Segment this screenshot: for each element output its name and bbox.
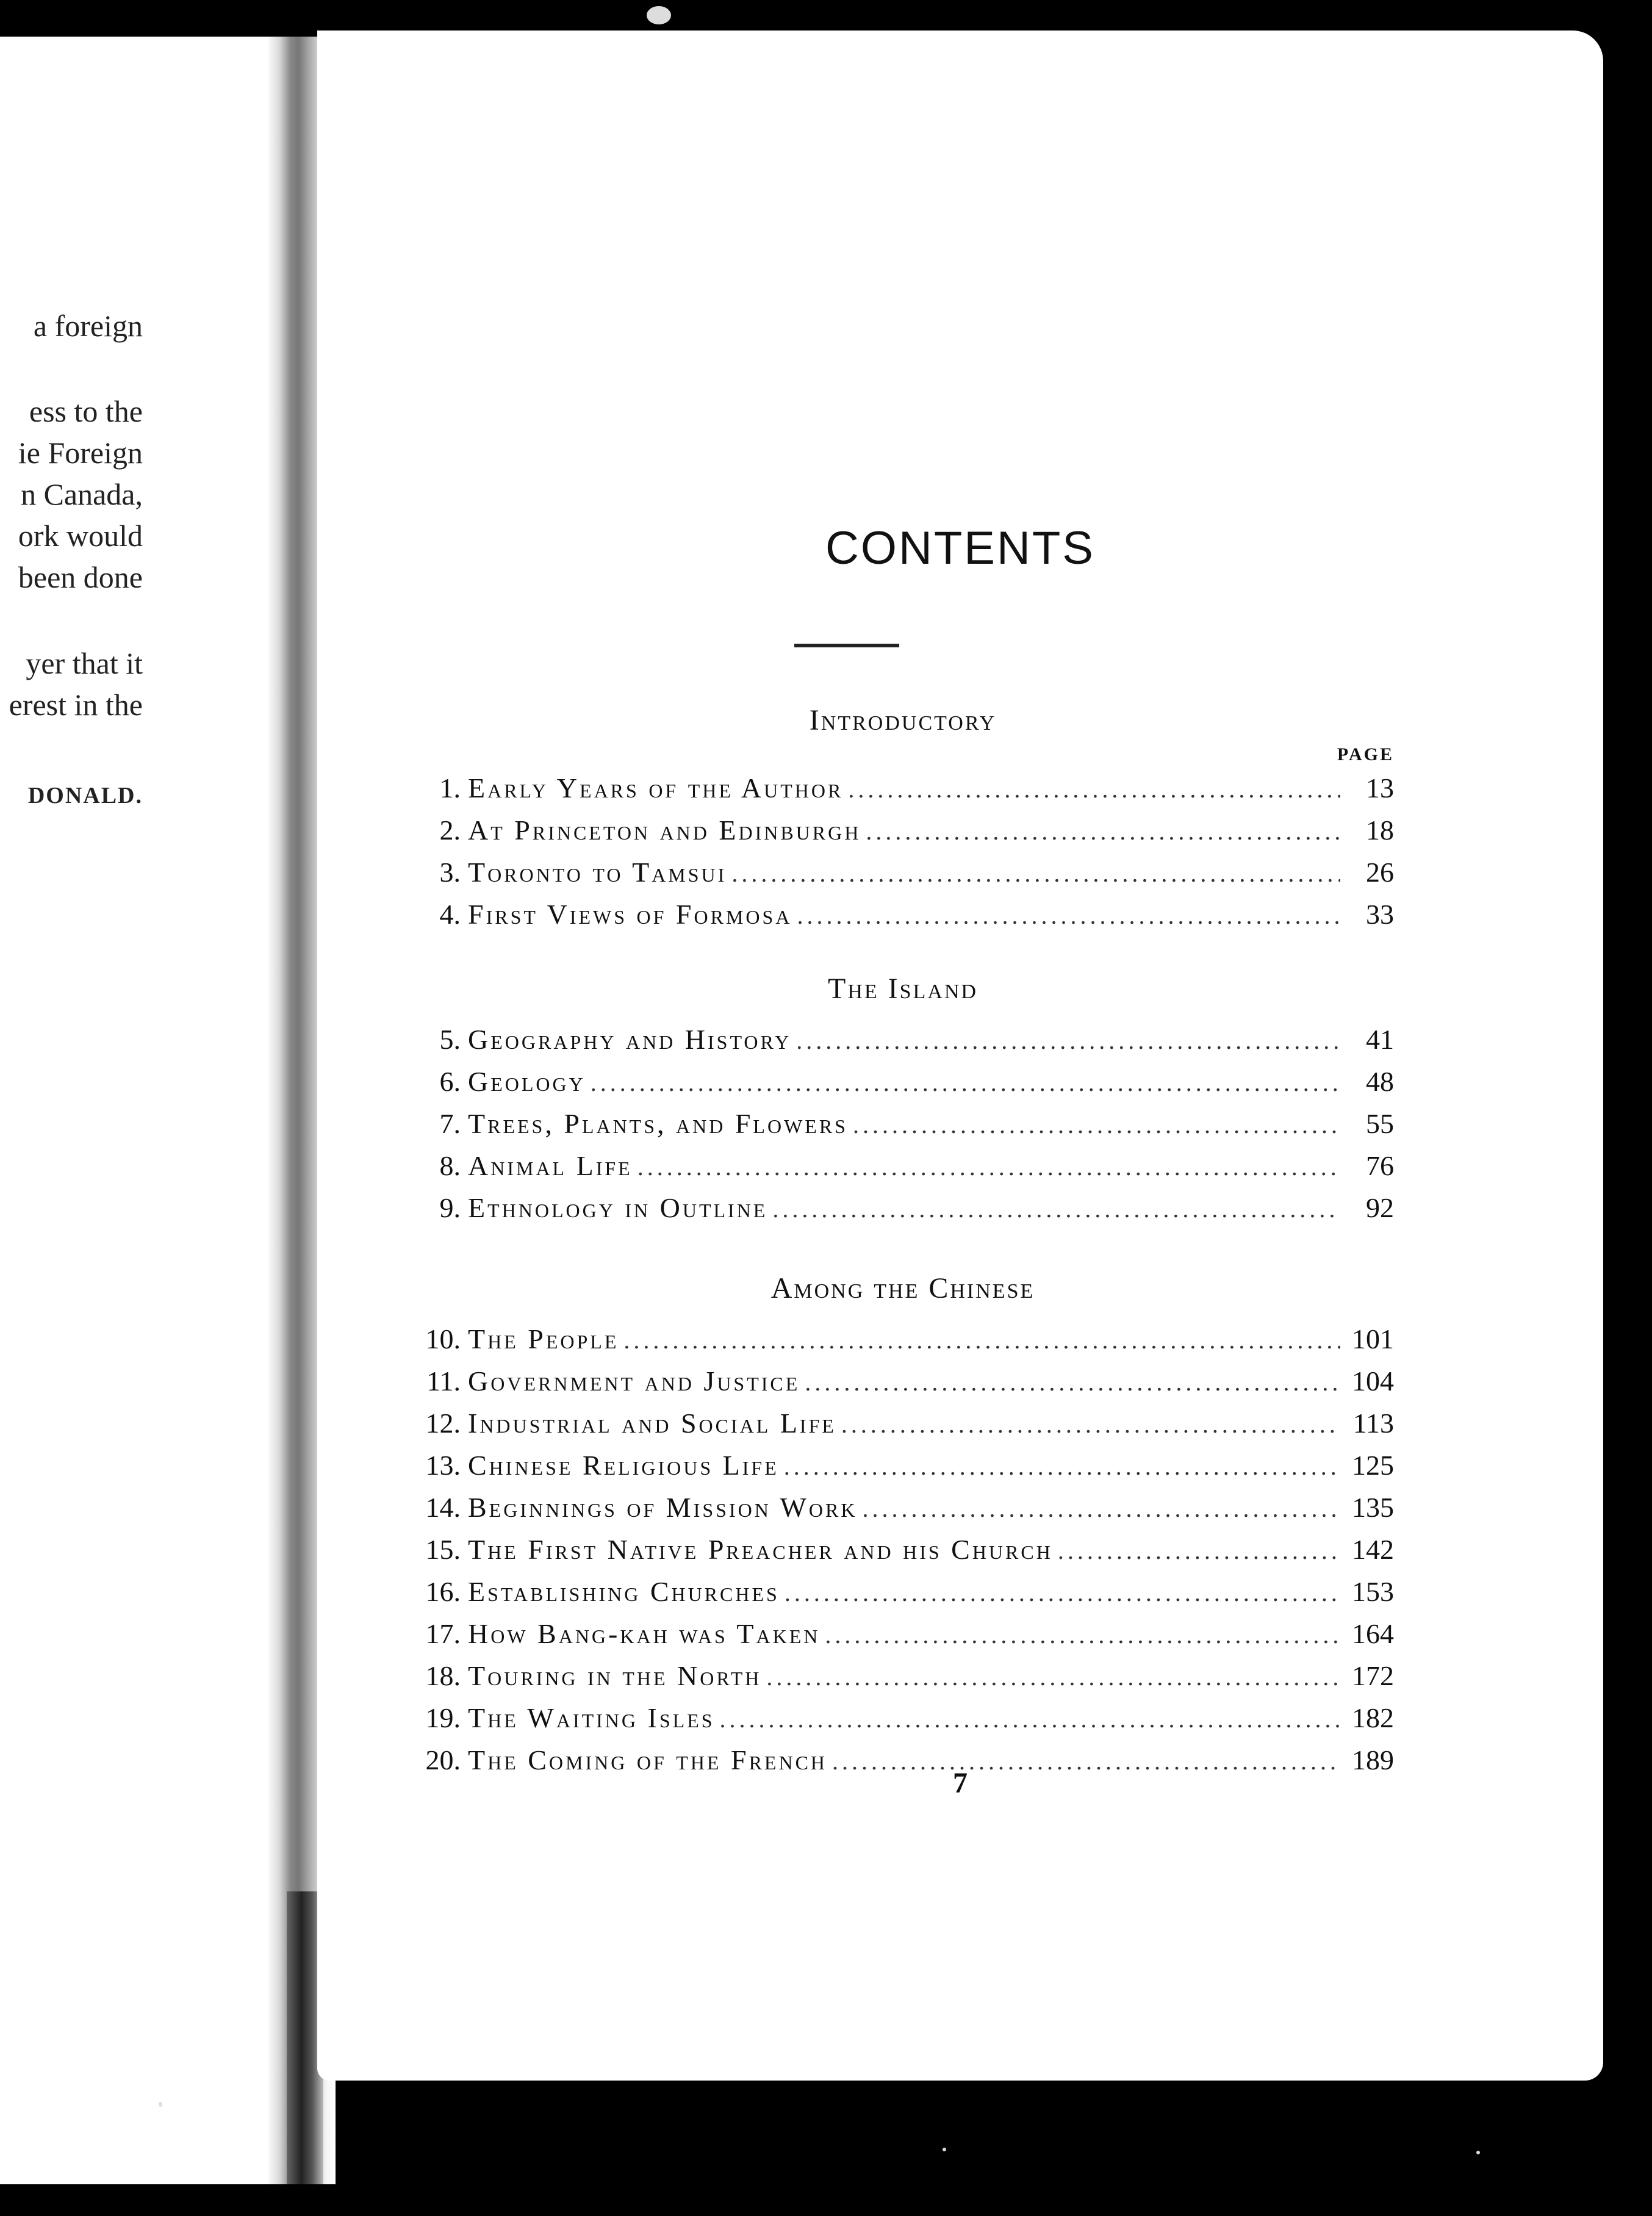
toc-entry	[412, 893, 1394, 935]
leader-dots	[731, 852, 1340, 894]
facing-page-line: erest in the	[9, 688, 143, 722]
toc-entry	[412, 1103, 1394, 1145]
entry-number: 10.	[425, 1323, 461, 1354]
entry-title: Early Years of the Author	[468, 772, 844, 804]
entry-page: 135	[1352, 1492, 1394, 1523]
entry-number: 5.	[439, 1024, 461, 1055]
entry-number: 13.	[425, 1450, 461, 1481]
leader-dots	[825, 1614, 1340, 1656]
entry-page: 41	[1366, 1024, 1394, 1055]
entry-title: Ethnology in Outline	[468, 1192, 768, 1223]
entry-number: 3.	[439, 857, 461, 888]
contents-page	[317, 31, 1603, 2081]
entry-title: Touring in the North	[468, 1660, 762, 1691]
toc-entry	[412, 1318, 1394, 1360]
scan-speck	[647, 6, 671, 24]
leader-dots	[862, 1488, 1340, 1530]
toc-entry	[412, 1018, 1394, 1060]
toc-entry	[412, 809, 1394, 851]
entry-page: 125	[1352, 1450, 1394, 1481]
toc-entry	[412, 767, 1394, 809]
entry-number: 17.	[425, 1618, 461, 1649]
entry-page: 104	[1352, 1365, 1394, 1397]
entry-title: Geography and History	[468, 1024, 792, 1055]
entry-title: The First Native Preacher and his Church	[468, 1534, 1053, 1565]
entry-page: 55	[1366, 1108, 1394, 1139]
entry-number: 9.	[439, 1192, 461, 1223]
leader-dots	[841, 1403, 1340, 1445]
leader-dots	[797, 894, 1340, 937]
toc-entry	[412, 1402, 1394, 1444]
entry-page: 142	[1352, 1534, 1394, 1565]
toc-entry	[412, 1697, 1394, 1739]
entry-title: Government and Justice	[468, 1365, 800, 1397]
entry-number: 15.	[425, 1534, 461, 1565]
facing-page-line: been done	[18, 560, 143, 594]
entry-number: 2.	[439, 815, 461, 846]
toc-entry	[412, 1528, 1394, 1570]
entry-number: 1.	[439, 772, 461, 804]
entry-page: 189	[1352, 1744, 1394, 1775]
entry-number: 6.	[439, 1066, 461, 1097]
leader-dots	[720, 1698, 1340, 1740]
leader-dots	[853, 1104, 1340, 1146]
entry-title: Trees, Plants, and Flowers	[468, 1108, 848, 1139]
entry-page: 13	[1366, 772, 1394, 804]
entry-title: Industrial and Social Life	[468, 1408, 836, 1439]
title-rule	[794, 644, 899, 647]
entry-number: 4.	[439, 899, 461, 930]
leader-dots	[848, 768, 1340, 810]
facing-page-line: a foreign	[33, 309, 143, 343]
table-of-contents	[412, 699, 1394, 1781]
leader-dots	[784, 1445, 1340, 1488]
page-title: CONTENTS	[825, 522, 1095, 574]
scan-speck	[943, 2148, 946, 2151]
page-number: 7	[953, 1767, 968, 1799]
entry-page: 164	[1352, 1618, 1394, 1649]
toc-entry	[412, 1060, 1394, 1103]
entry-title: Animal Life	[468, 1150, 633, 1181]
entry-title: The Coming of the French	[468, 1744, 828, 1775]
entry-title: Beginnings of Mission Work	[468, 1492, 858, 1523]
section-heading: The Island	[828, 973, 978, 1005]
entry-page: 92	[1366, 1192, 1394, 1223]
entry-number: 18.	[425, 1660, 461, 1691]
entry-page: 18	[1366, 815, 1394, 846]
entry-page: 76	[1366, 1150, 1394, 1181]
leader-dots	[591, 1062, 1340, 1104]
leader-dots	[772, 1188, 1340, 1230]
leader-dots	[796, 1020, 1340, 1062]
entry-number: 7.	[439, 1108, 461, 1139]
scan-speck	[159, 2102, 162, 2107]
entry-page: 113	[1352, 1408, 1394, 1439]
leader-dots	[805, 1361, 1340, 1403]
toc-entry	[412, 1570, 1394, 1613]
entry-number: 8.	[439, 1150, 461, 1181]
leader-dots	[1058, 1530, 1340, 1572]
facing-page-text	[0, 37, 287, 2184]
leader-dots	[785, 1572, 1340, 1614]
entry-title: How Bang-kah was Taken	[468, 1618, 821, 1649]
toc-entry	[412, 1360, 1394, 1402]
section-heading: Among the Chinese	[770, 1272, 1035, 1304]
entry-number: 11.	[426, 1365, 461, 1397]
leader-dots	[637, 1146, 1340, 1188]
entry-page: 48	[1366, 1066, 1394, 1097]
entry-number: 16.	[425, 1576, 461, 1607]
leader-dots	[623, 1319, 1340, 1361]
toc-entry	[412, 851, 1394, 893]
facing-page-line: ess to the	[29, 394, 143, 428]
facing-page	[0, 37, 287, 2184]
leader-dots	[866, 810, 1340, 852]
entry-title: The People	[468, 1323, 619, 1354]
entry-title: At Princeton and Edinburgh	[468, 815, 861, 846]
toc-entry	[412, 1486, 1394, 1528]
page-column-label: PAGE	[1337, 744, 1394, 764]
toc-entry	[412, 1444, 1394, 1486]
entry-title: First Views of Formosa	[468, 899, 792, 930]
entry-page: 172	[1352, 1660, 1394, 1691]
scan-speck	[1476, 2151, 1480, 2154]
entry-number: 20.	[425, 1744, 461, 1775]
facing-page-signature: DONALD.	[27, 783, 143, 808]
entry-page: 153	[1352, 1576, 1394, 1607]
entry-page: 26	[1366, 857, 1394, 888]
leader-dots	[766, 1656, 1340, 1698]
entry-number: 19.	[425, 1702, 461, 1733]
entry-title: Geology	[468, 1066, 586, 1097]
facing-page-line: yer that it	[26, 646, 143, 680]
entry-page: 101	[1352, 1323, 1394, 1354]
entry-title: Toronto to Tamsui	[468, 857, 727, 888]
entry-title: The Waiting Isles	[468, 1702, 715, 1733]
facing-page-line: ork would	[18, 519, 143, 553]
entry-number: 12.	[425, 1408, 461, 1439]
entry-number: 14.	[425, 1492, 461, 1523]
facing-page-line: n Canada,	[21, 477, 143, 511]
toc-entry	[412, 1187, 1394, 1229]
toc-entry	[412, 1145, 1394, 1187]
entry-title: Chinese Religious Life	[468, 1450, 779, 1481]
entry-title: Establishing Churches	[468, 1576, 780, 1607]
section-heading: Introductory	[809, 704, 997, 736]
toc-entry	[412, 1613, 1394, 1655]
entry-page: 33	[1366, 899, 1394, 930]
toc-entry	[412, 1655, 1394, 1697]
entry-page: 182	[1352, 1702, 1394, 1733]
facing-page-line: ie Foreign	[18, 436, 143, 470]
